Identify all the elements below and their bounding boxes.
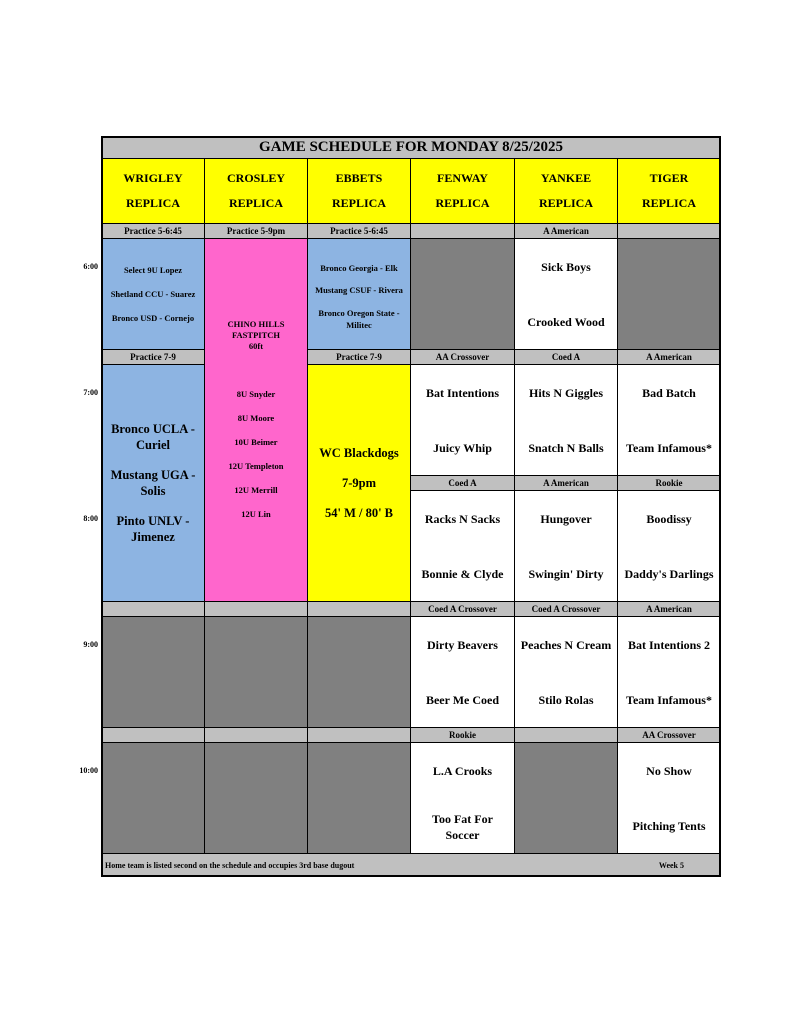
away-team: Bat Intentions xyxy=(425,386,499,400)
away-team: No Show xyxy=(646,764,692,778)
slot-label xyxy=(514,727,618,743)
team-entry: Militec xyxy=(346,320,372,330)
empty-slot xyxy=(410,238,515,350)
slot-label: Coed A xyxy=(410,475,515,491)
slot-label: A American xyxy=(617,349,721,365)
away-team: Bad Batch xyxy=(642,386,696,400)
slot-label: Coed A xyxy=(514,349,618,365)
slot-label: Coed A Crossover xyxy=(514,601,618,617)
team-entry: 12U Merrill xyxy=(234,485,278,495)
wrigley-late-block: Bronco UCLA - Curiel Mustang UGA - Solis Pinto UNLV - Jimenez xyxy=(101,364,205,602)
crosley-fastpitch-block: CHINO HILLS FASTPITCH 60ft 8U Snyder 8U Moore 10U Beimer 12U Templeton 12U Merrill 12U Lin xyxy=(204,238,308,602)
empty-slot xyxy=(204,742,308,854)
team-entry: Shetland CCU - Suarez xyxy=(110,289,196,299)
empty-slot xyxy=(617,238,721,350)
game-cell xyxy=(514,238,618,350)
slot-label: Practice 7-9 xyxy=(307,349,411,365)
game-cell xyxy=(410,364,515,476)
footer-bar xyxy=(101,853,721,877)
home-team: Bonnie & Clyde xyxy=(421,567,504,581)
field-header-ebbets: EBBETS REPLICA xyxy=(307,158,411,224)
week-label: Week 5 xyxy=(658,860,684,870)
slot-label xyxy=(204,601,308,617)
slot-label: Rookie xyxy=(410,727,515,743)
time-label: 10:00 xyxy=(79,766,98,775)
team-entry: Bronco Oregon State - xyxy=(318,308,400,318)
home-team: Snatch N Balls xyxy=(528,441,604,455)
empty-slot xyxy=(307,616,411,728)
team-entry: 10U Beimer xyxy=(234,437,278,447)
home-team: Soccer xyxy=(445,828,480,842)
slot-label: A American xyxy=(617,601,721,617)
team-entry: Bronco USD - Cornejo xyxy=(111,313,195,323)
time-label: 7:00 xyxy=(83,388,98,397)
home-team: Swingin' Dirty xyxy=(528,567,604,581)
ebbets-late-block: WC Blackdogs 7-9pm 54' M / 80' B xyxy=(307,364,411,602)
slot-label xyxy=(410,223,515,239)
home-team: Juicy Whip xyxy=(433,441,492,455)
home-team: Crooked Wood xyxy=(527,315,605,329)
away-team: Hungover xyxy=(540,512,592,526)
home-team: Pitching Tents xyxy=(632,819,706,833)
slot-label: Practice 5-9pm xyxy=(204,223,308,239)
away-team: Boodissy xyxy=(646,512,692,526)
game-cell xyxy=(617,364,721,476)
wrigley-early-block xyxy=(101,238,205,350)
slot-label: AA Crossover xyxy=(617,727,721,743)
empty-slot xyxy=(307,742,411,854)
field-header-yankee: YANKEE REPLICA xyxy=(514,158,618,224)
slot-label: A American xyxy=(514,475,618,491)
empty-slot xyxy=(101,616,205,728)
game-cell xyxy=(514,490,618,602)
away-team: Racks N Sacks xyxy=(424,512,501,526)
slot-label xyxy=(307,601,411,617)
game-cell xyxy=(617,616,721,728)
team-entry: 8U Moore xyxy=(237,413,275,423)
slot-label: Practice 7-9 xyxy=(101,349,205,365)
empty-slot xyxy=(101,742,205,854)
field-header-wrigley: WRIGLEY REPLICA xyxy=(101,158,205,224)
slot-label xyxy=(307,727,411,743)
slot-label: Rookie xyxy=(617,475,721,491)
slot-label: Practice 5-6:45 xyxy=(307,223,411,239)
game-cell xyxy=(410,742,515,854)
slot-label: Practice 5-6:45 xyxy=(101,223,205,239)
slot-label: AA Crossover xyxy=(410,349,515,365)
home-team: Team Infamous* xyxy=(626,441,712,455)
away-team: Dirty Beavers xyxy=(427,638,498,652)
time-label: 6:00 xyxy=(83,262,98,271)
time-label: 9:00 xyxy=(83,640,98,649)
game-cell xyxy=(514,364,618,476)
team-entry: Bronco Georgia - Elk xyxy=(320,263,398,273)
home-team: Daddy's Darlings xyxy=(624,567,714,581)
away-team: Peaches N Cream xyxy=(520,638,612,652)
game-cell xyxy=(410,616,515,728)
game-cell xyxy=(410,490,515,602)
empty-slot xyxy=(514,742,618,854)
slot-label xyxy=(617,223,721,239)
home-team: Team Infamous* xyxy=(626,693,712,707)
slot-label xyxy=(204,727,308,743)
game-cell xyxy=(617,490,721,602)
game-cell xyxy=(514,616,618,728)
slot-label xyxy=(101,601,205,617)
team-entry: 8U Snyder xyxy=(236,389,276,399)
slot-label: Coed A Crossover xyxy=(410,601,515,617)
page-title: GAME SCHEDULE FOR MONDAY 8/25/2025 xyxy=(101,136,721,159)
field-header-tiger: TIGER REPLICA xyxy=(617,158,721,224)
team-entry: 12U Lin xyxy=(241,509,271,519)
field-header-fenway: FENWAY REPLICA xyxy=(410,158,515,224)
field-header-crosley: CROSLEY REPLICA xyxy=(204,158,308,224)
slot-label: A American xyxy=(514,223,618,239)
slot-label xyxy=(101,727,205,743)
away-team: Bat Intentions 2 xyxy=(627,638,710,652)
time-label: 8:00 xyxy=(83,514,98,523)
home-team: Too Fat For xyxy=(432,812,493,826)
ebbets-early-block xyxy=(307,238,411,350)
team-entry: Mustang CSUF - Rivera xyxy=(315,285,403,295)
home-team: Beer Me Coed xyxy=(425,693,500,707)
team-entry: Select 9U Lopez xyxy=(123,265,183,275)
away-team: L.A Crooks xyxy=(432,764,493,778)
away-team: Sick Boys xyxy=(541,260,591,274)
game-cell xyxy=(617,742,721,854)
team-entry: 12U Templeton xyxy=(228,461,284,471)
empty-slot xyxy=(204,616,308,728)
home-team-note: Home team is listed second on the schedule and occupies 3rd base dugout xyxy=(105,860,355,870)
home-team: Stilo Rolas xyxy=(538,693,594,707)
away-team: Hits N Giggles xyxy=(529,386,603,400)
